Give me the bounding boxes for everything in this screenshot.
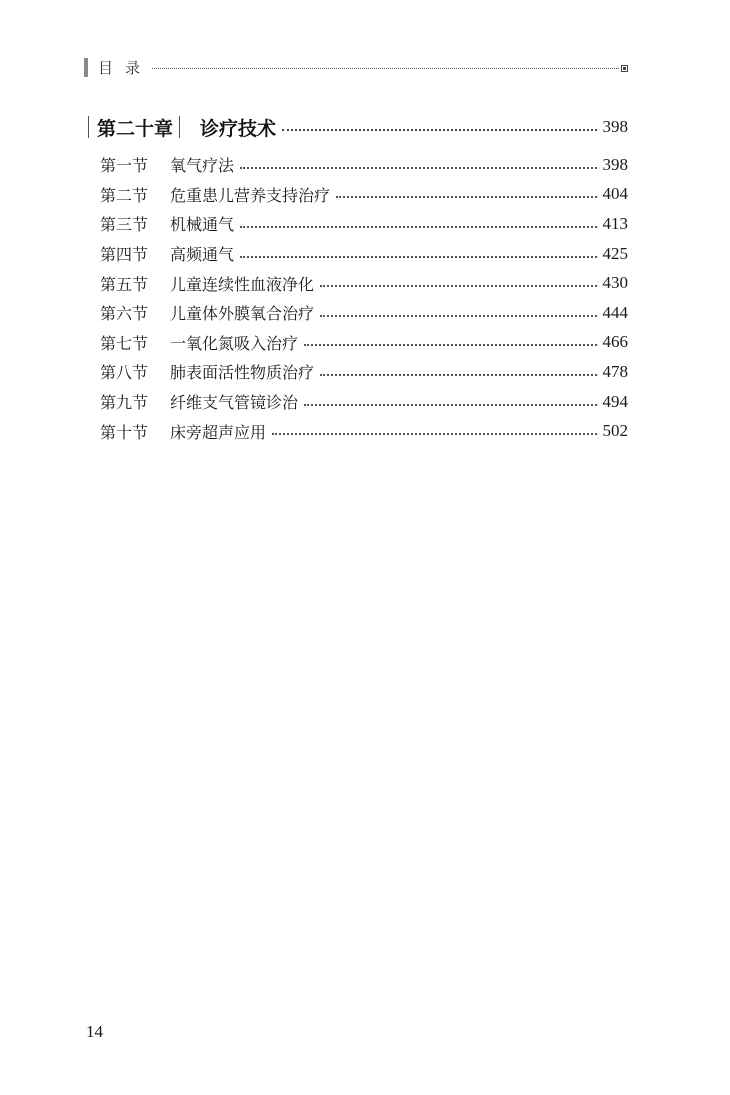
chapter-left-divider	[88, 116, 89, 138]
section-title: 一氧化氮吸入治疗	[170, 333, 299, 353]
chapter-page: 398	[602, 117, 628, 136]
section-number: 第九节	[100, 393, 149, 413]
section-page: 444	[602, 302, 628, 322]
section-number: 第七节	[100, 333, 149, 353]
section-number: 第四节	[100, 245, 149, 265]
section-title: 床旁超声应用	[170, 422, 267, 442]
section-number: 第二节	[100, 185, 149, 205]
section-page: 502	[602, 421, 628, 441]
section-page: 430	[602, 273, 628, 293]
dot-leader	[320, 315, 596, 317]
dot-leader	[240, 256, 596, 258]
section-page: 478	[602, 361, 628, 381]
toc-entry[interactable]	[100, 209, 628, 239]
chapter-entry[interactable]	[88, 112, 628, 142]
dot-leader	[304, 404, 596, 406]
header-accent-bar	[84, 58, 88, 77]
section-title: 机械通气	[170, 215, 235, 235]
dot-leader	[240, 167, 596, 169]
dot-leader	[320, 285, 596, 287]
section-title: 儿童连续性血液净化	[170, 274, 315, 294]
toc-entry[interactable]	[100, 239, 628, 269]
running-header	[84, 56, 628, 78]
section-page: 404	[602, 184, 628, 204]
section-number: 第六节	[100, 304, 149, 324]
section-number: 第五节	[100, 274, 149, 294]
dot-leader	[336, 196, 596, 198]
toc-entry[interactable]	[100, 268, 628, 298]
toc-entry[interactable]	[100, 416, 628, 446]
section-title: 危重患儿营养支持治疗	[170, 185, 331, 205]
section-page: 413	[602, 213, 628, 233]
toc-entry[interactable]	[100, 150, 628, 180]
section-title: 肺表面活性物质治疗	[170, 363, 315, 383]
section-number: 第八节	[100, 363, 149, 383]
toc-entry[interactable]	[100, 328, 628, 358]
section-title: 高频通气	[170, 245, 235, 265]
square-ornament-icon	[621, 65, 628, 72]
toc-entry[interactable]	[100, 180, 628, 210]
section-title: 纤维支气管镜诊治	[170, 393, 299, 413]
section-number: 第一节	[100, 156, 149, 176]
section-title: 氧气疗法	[170, 156, 235, 176]
section-list	[100, 150, 628, 446]
dot-leader	[320, 374, 596, 376]
dot-leader	[240, 226, 596, 228]
dot-leader	[304, 344, 596, 346]
chapter-number: 第二十章	[97, 117, 174, 140]
section-page: 425	[602, 243, 628, 263]
page-number: 14	[86, 1022, 103, 1041]
dot-leader	[282, 129, 596, 131]
toc-entry[interactable]	[100, 298, 628, 328]
section-number: 第十节	[100, 422, 149, 442]
section-number: 第三节	[100, 215, 149, 235]
header-title: 目录	[98, 58, 153, 77]
toc-entry[interactable]	[100, 387, 628, 417]
chapter-title: 诊疗技术	[200, 117, 277, 140]
section-page: 494	[602, 391, 628, 411]
dot-leader	[272, 433, 596, 435]
section-page: 398	[602, 154, 628, 174]
toc-entry[interactable]	[100, 357, 628, 387]
header-dotted-rule	[152, 68, 619, 69]
section-page: 466	[602, 332, 628, 352]
chapter-right-divider	[179, 116, 180, 138]
section-title: 儿童体外膜氧合治疗	[170, 304, 315, 324]
